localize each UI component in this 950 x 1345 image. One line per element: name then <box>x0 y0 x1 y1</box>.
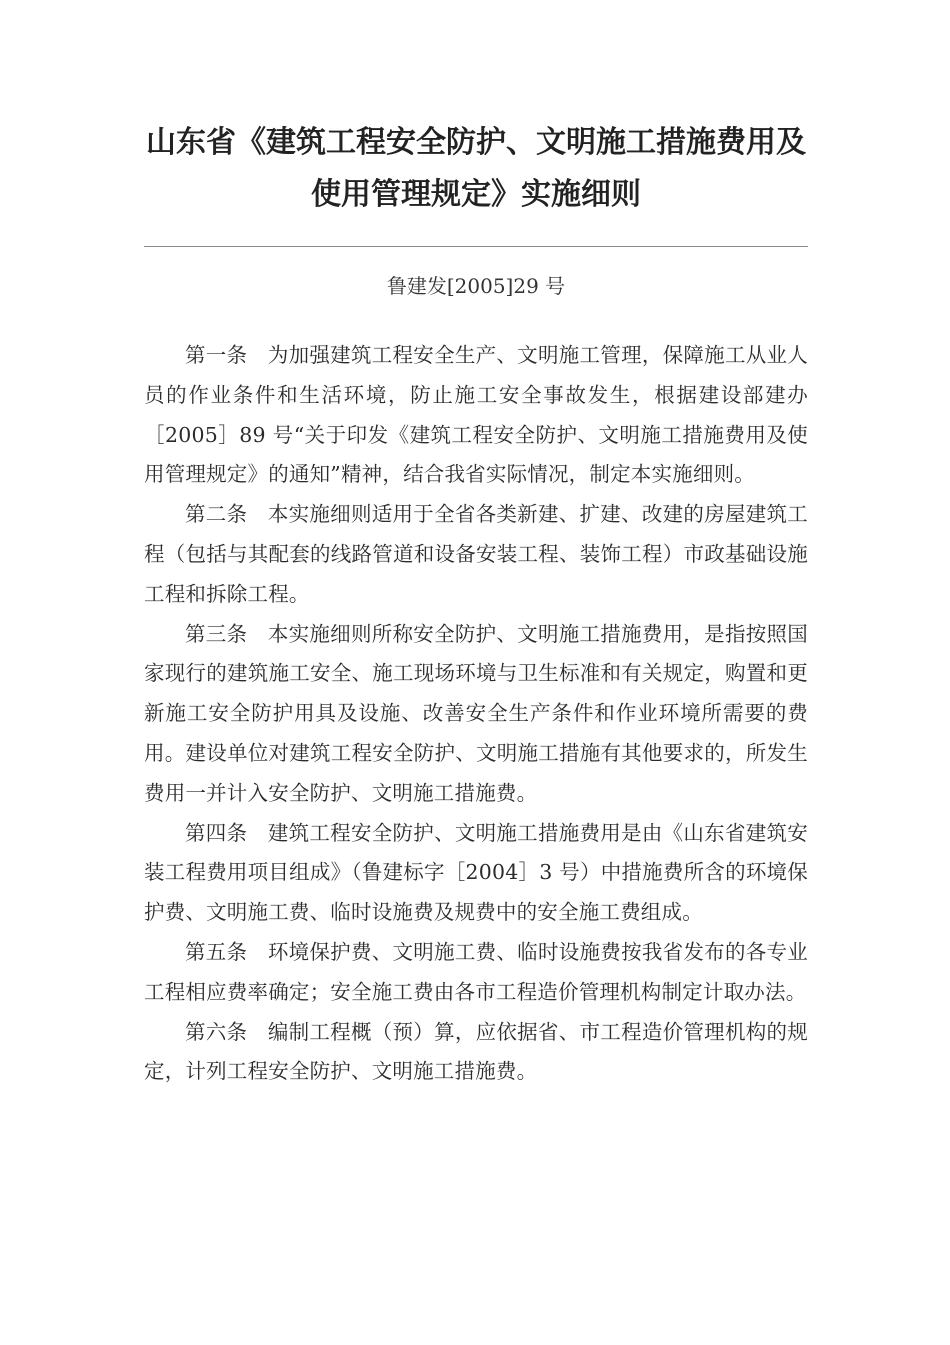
article-number: 第四条 <box>185 820 248 845</box>
article-number: 第三条 <box>185 621 248 646</box>
article-text: 环境保护费、文明施工费、临时设施费按我省发布的各专业工程相应费率确定；安全施工费由各市工程造价管理机构制定计取办法。 <box>144 939 808 1004</box>
article-6 <box>144 1013 808 1093</box>
article-1 <box>144 336 808 495</box>
article-text: 为加强建筑工程安全生产、文明施工管理，保障施工从业人员的作业条件和生活环境，防止施工安全事故发生，根据建设部建办［2005］89 号“关于印发《建筑工程安全防护、文明施工措施费用及使用管理规定》的通知”精神，结合我省实际情况，制定本实施细则。 <box>144 343 808 487</box>
article-number: 第一条 <box>185 343 248 367</box>
article-4 <box>144 814 808 933</box>
article-2 <box>144 495 808 614</box>
document-number: 鲁建发[2005]29 号 <box>386 274 566 298</box>
article-text: 本实施细则适用于全省各类新建、扩建、改建的房屋建筑工程（包括与其配套的线路管道和设备安装工程、装饰工程）市政基础设施工程和拆除工程。 <box>144 502 808 606</box>
article-3 <box>144 615 808 814</box>
document-title <box>144 117 808 221</box>
article-text: 建筑工程安全防护、文明施工措施费用是由《山东省建筑安装工程费用项目组成》（鲁建标字［2004］3 号）中措施费所含的环境保护费、文明施工费、临时设施费及规费中的安全施工费组成。 <box>144 820 808 925</box>
article-number: 第五条 <box>185 939 248 964</box>
title-line-1: 山东省《建筑工程安全防护、文明施工措施费用及 <box>146 125 806 160</box>
article-text: 编制工程概（预）算，应依据省、市工程造价管理机构的规定，计列工程安全防护、文明施工措施费。 <box>144 1019 808 1084</box>
title-divider <box>144 246 808 247</box>
article-5 <box>144 933 808 1013</box>
article-text: 本实施细则所称安全防护、文明施工措施费用，是指按照国家现行的建筑施工安全、施工现场环境与卫生标准和有关规定，购置和更新施工安全防护用具及设施、改善安全生产条件和作业环境所需要的费用。建设单位对建筑工程安全防护、文明施工措施有其他要求的，所发生费用一并计入安全防护、文明施工措施费。 <box>144 621 808 805</box>
article-number: 第二条 <box>185 502 248 527</box>
article-number: 第六条 <box>185 1019 248 1044</box>
document-body <box>144 336 808 1092</box>
title-line-2: 使用管理规定》实施细则 <box>311 177 641 212</box>
